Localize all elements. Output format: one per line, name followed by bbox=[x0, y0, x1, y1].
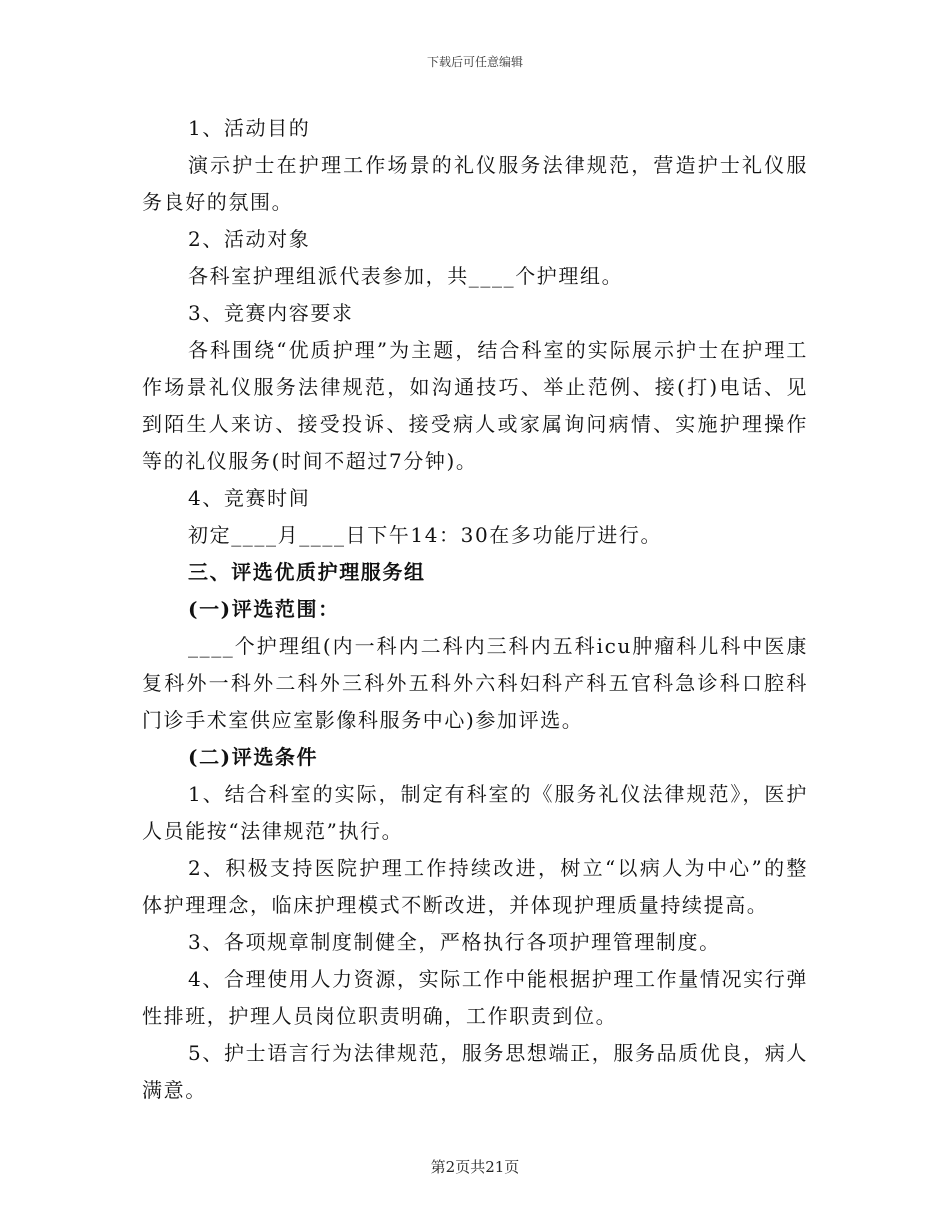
page-footer: 第2页共21页 bbox=[430, 1158, 520, 1176]
heading-competition-time: 4、竞赛时间 bbox=[188, 486, 311, 510]
criteria-item-3: 3、各项规章制度制健全，严格执行各项护理管理制度。 bbox=[188, 930, 721, 954]
document-body bbox=[142, 110, 808, 1109]
paragraph-competition-time: 初定____月____日下午14：30在多功能厅进行。 bbox=[188, 523, 663, 547]
subheading-selection-scope: (一)评选范围： bbox=[188, 597, 340, 621]
page-header: 下载后可任意编辑 bbox=[426, 55, 523, 69]
section-heading-selection: 三、评选优质护理服务组 bbox=[188, 560, 426, 584]
paragraph-selection-scope: ____个护理组(内一科内二科内三科内五科icu肿瘤科儿科中医康复科外一科外二科外三科外五科外六科妇科产科五官科急诊科口腔科门诊手术室供应室影像科服务中心)参加评选。 bbox=[142, 634, 808, 732]
heading-activity-purpose: 1、活动目的 bbox=[188, 116, 311, 140]
criteria-item-2: 2、积极支持医院护理工作持续改进，树立“以病人为中心”的整体护理理念，临床护理模式不断改进，并体现护理质量持续提高。 bbox=[142, 856, 808, 917]
subheading-selection-criteria: (二)评选条件 bbox=[188, 745, 319, 769]
criteria-item-5: 5、护士语言行为法律规范，服务思想端正，服务品质优良，病人满意。 bbox=[142, 1041, 808, 1102]
criteria-item-1: 1、结合科室的实际，制定有科室的《服务礼仪法律规范》，医护人员能按“法律规范”执行。 bbox=[142, 782, 808, 843]
paragraph-competition-requirements: 各科围绕“优质护理”为主题，结合科室的实际展示护士在护理工作场景礼仪服务法律规范，如沟通技巧、举止范例、接(打)电话、见到陌生人来访、接受投诉、接受病人或家属询问病情、实施护理操作等的礼仪服务(时间不超过7分钟)。 bbox=[142, 338, 808, 473]
heading-activity-target: 2、活动对象 bbox=[188, 227, 311, 251]
paragraph-activity-target: 各科室护理组派代表参加，共____个护理组。 bbox=[188, 264, 624, 288]
criteria-item-4: 4、合理使用人力资源，实际工作中能根据护理工作量情况实行弹性排班，护理人员岗位职责明确，工作职责到位。 bbox=[142, 967, 808, 1028]
heading-competition-requirements: 3、竞赛内容要求 bbox=[188, 301, 354, 325]
paragraph-activity-purpose: 演示护士在护理工作场景的礼仪服务法律规范，营造护士礼仪服务良好的氛围。 bbox=[142, 153, 808, 214]
